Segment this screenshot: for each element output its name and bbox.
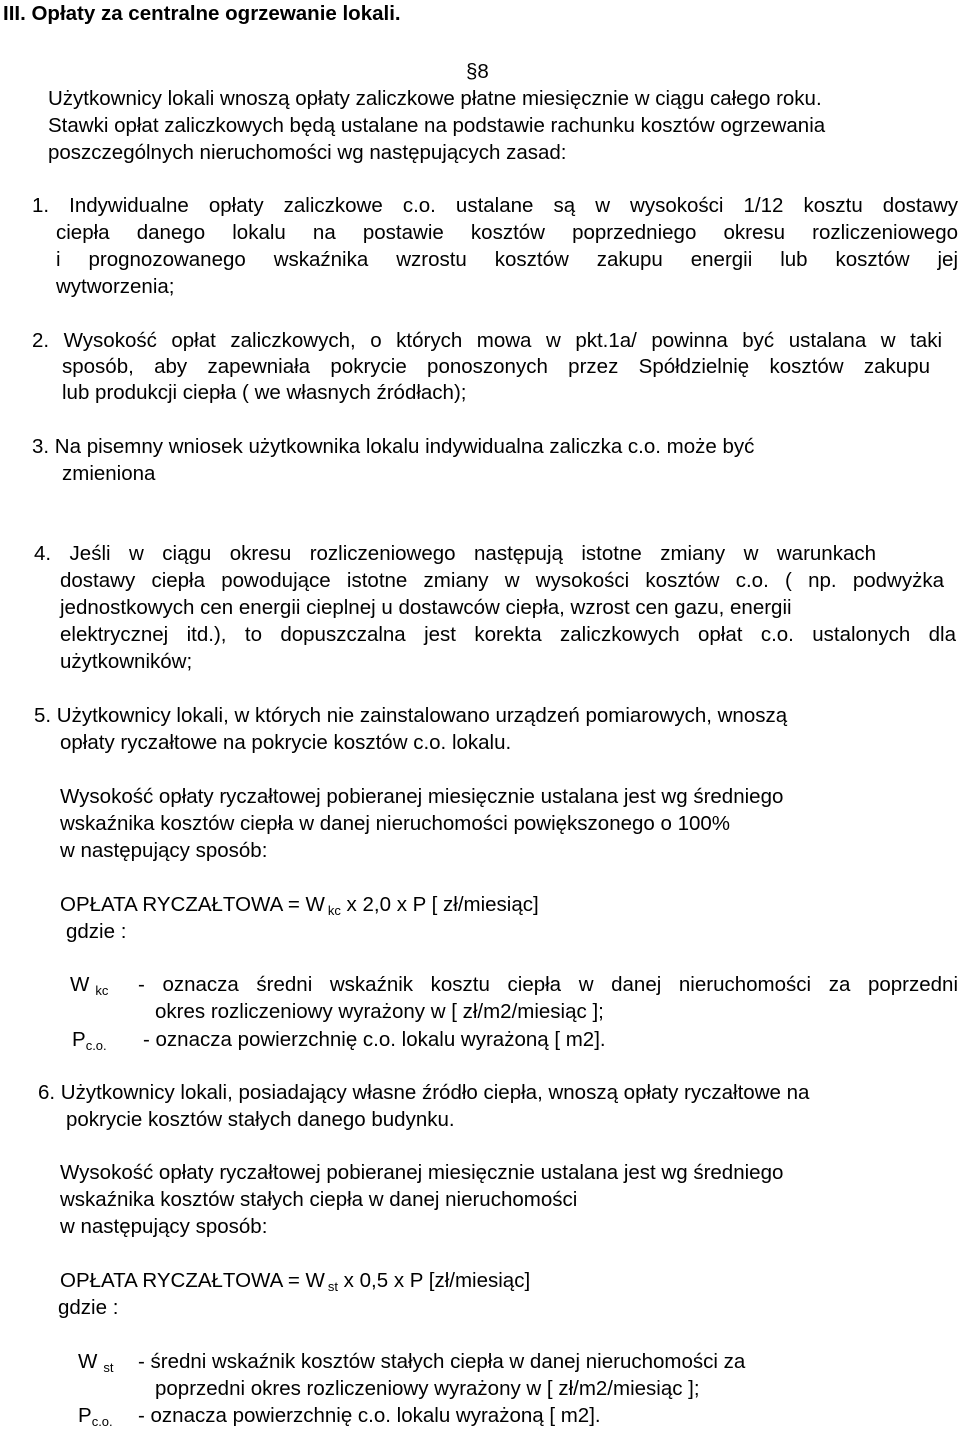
para5-line: Wysokość opłaty ryczałtowej pobieranej miesięcznie ustalana jest wg średniego bbox=[60, 785, 784, 808]
def2-p-text: - oznacza powierzchnię c.o. lokalu wyrażoną [ m2]. bbox=[138, 1404, 601, 1427]
item4-line: 4. Jeśli w ciągu okresu rozliczeniowego następują istotne zmiany w warunkach bbox=[34, 542, 876, 565]
item1-line: wytworzenia; bbox=[56, 275, 175, 298]
def1-w-text-cont: okres rozliczeniowy wyrażony w [ zł/m2/miesiąc ]; bbox=[155, 1000, 604, 1023]
formula-2-sub: st bbox=[327, 1279, 338, 1294]
formula-1 bbox=[60, 895, 539, 917]
item5-line: 5. Użytkownicy lokali, w których nie zainstalowano urządzeń pomiarowych, wnoszą bbox=[34, 704, 788, 727]
para6-line: Wysokość opłaty ryczałtowej pobieranej miesięcznie ustalana jest wg średniego bbox=[60, 1161, 784, 1184]
item2-line: 2. Wysokość opłat zaliczkowych, o których mowa w pkt.1a/ powinna być ustalana w taki bbox=[32, 329, 942, 352]
item3-line: 3. Na pisemny wniosek użytkownika lokalu indywidualna zaliczka c.o. może być bbox=[32, 435, 755, 458]
paragraph-symbol: §8 bbox=[466, 60, 489, 83]
formula-1-right: x 2,0 x P [ zł/miesiąc] bbox=[340, 893, 539, 916]
item1-line: 1. Indywidualne opłaty zaliczkowe c.o. ustalane są w wysokości 1/12 kosztu dostawy bbox=[32, 194, 958, 217]
def2-p-symbol: $P_{c.o.}$ bbox=[78, 1404, 113, 1429]
item3-line: zmieniona bbox=[62, 462, 156, 485]
def1-p-text: - oznacza powierzchnię c.o. lokalu wyrażoną [ m2]. bbox=[143, 1028, 606, 1051]
formula-2-left: OPŁATA RYCZAŁTOWA = W bbox=[60, 1269, 325, 1292]
intro-line: Użytkownicy lokali wnoszą opłaty zaliczkowe płatne miesięcznie w ciągu całego roku. bbox=[48, 87, 822, 110]
item5-line: opłaty ryczałtowe na pokrycie kosztów c.o. lokalu. bbox=[60, 731, 512, 754]
item4-line: użytkowników; bbox=[60, 650, 193, 673]
para5-line: w następujący sposób: bbox=[60, 839, 268, 862]
formula-2-right: x 0,5 x P [zł/miesiąc] bbox=[337, 1269, 531, 1292]
formula-2 bbox=[60, 1271, 530, 1293]
item6-line: 6. Użytkownicy lokali, posiadający własne źródło ciepła, wnoszą opłaty ryczałtowe na bbox=[38, 1081, 810, 1104]
item6-line: pokrycie kosztów stałych danego budynku. bbox=[66, 1108, 455, 1131]
def2-w-symbol: W $_{st}$ bbox=[78, 1350, 114, 1375]
def1-p-symbol: $P_{c.o.}$ bbox=[72, 1028, 107, 1053]
item4-line: jednostkowych cen energii cieplnej u dostawców ciepła, wzrost cen gazu, energii bbox=[60, 596, 792, 619]
item4-line: elektrycznej itd.), to dopuszczalna jest korekta zaliczkowych opłat c.o. ustalonych dla bbox=[60, 623, 956, 646]
item4-line: dostawy ciepła powodujące istotne zmiany w wysokości kosztów c.o. ( np. podwyżka bbox=[60, 569, 944, 592]
formula-1-where: gdzie : bbox=[66, 920, 127, 943]
def1-w-symbol: W $_{kc}$ bbox=[70, 973, 109, 998]
item1-line: ciepła danego lokalu na postawie kosztów poprzedniego okresu rozliczeniowego bbox=[56, 221, 958, 244]
formula-2-where: gdzie : bbox=[58, 1296, 119, 1319]
item2-line: lub produkcji ciepła ( we własnych źródłach); bbox=[62, 381, 467, 404]
def1-w-text: - oznacza średni wskaźnik kosztu ciepła w danej nieruchomości za poprzedni bbox=[138, 973, 958, 996]
formula-1-sub: kc bbox=[327, 903, 341, 918]
section-heading: III. Opłaty za centralne ogrzewanie lokali. bbox=[3, 2, 401, 25]
def2-w-text: - średni wskaźnik kosztów stałych ciepła w danej nieruchomości za bbox=[138, 1350, 746, 1373]
item2-line: sposób, aby zapewniała pokrycie ponoszonych przez Spółdzielnię kosztów zakupu bbox=[62, 355, 930, 378]
formula-1-left: OPŁATA RYCZAŁTOWA = W bbox=[60, 893, 325, 916]
def2-w-text-cont: poprzedni okres rozliczeniowy wyrażony w [ zł/m2/miesiąc ]; bbox=[155, 1377, 700, 1400]
para6-line: wskaźnika kosztów stałych ciepła w danej nieruchomości bbox=[60, 1188, 578, 1211]
item1-line: i prognozowanego wskaźnika wzrostu kosztów zakupu energii lub kosztów jej bbox=[56, 248, 958, 271]
intro-line: poszczególnych nieruchomości wg następujących zasad: bbox=[48, 141, 567, 164]
para5-line: wskaźnika kosztów ciepła w danej nieruchomości powiększonego o 100% bbox=[60, 812, 731, 835]
intro-line: Stawki opłat zaliczkowych będą ustalane na podstawie rachunku kosztów ogrzewania bbox=[48, 114, 826, 137]
para6-line: w następujący sposób: bbox=[60, 1215, 268, 1238]
